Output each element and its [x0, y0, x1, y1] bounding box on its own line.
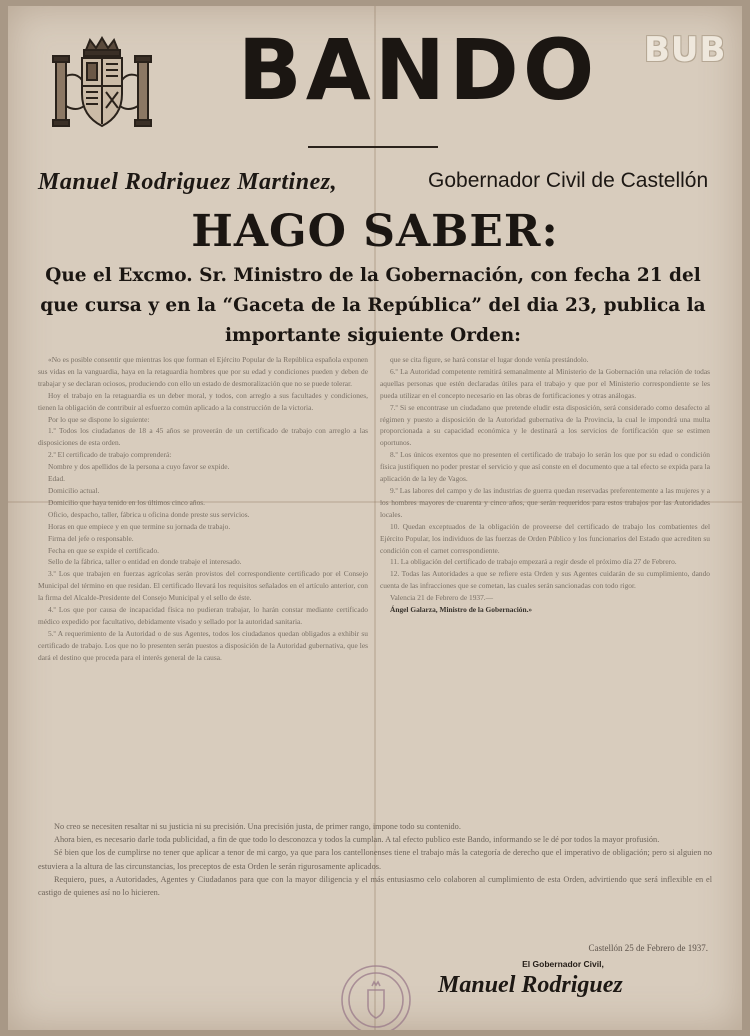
order-paragraph: 11. La obligación del certificado de trabajo empezará a regir desde el próximo día 27 de Febrero. — [390, 557, 677, 567]
issuer-position: Gobernador Civil de Castellón — [428, 169, 709, 192]
signature: Manuel Rodriguez — [438, 972, 623, 998]
signature-title: El Gobernador Civil, — [522, 959, 604, 969]
catalog-mark: BUB — [644, 30, 727, 70]
coat-of-arms-icon — [46, 36, 158, 136]
order-paragraph: Fecha en que se expide el certificado. — [48, 545, 160, 555]
closing-paragraph: No creo se necesiten resaltar ni su justicia ni su precisión. Una precisión justa, de primer rango, impone todo su contenido. — [54, 822, 461, 831]
order-paragraph: 5.º A requerimiento de la Autoridad o de sus Agentes, todos los ciudadanos quedan obligados a exhibir su certificado de trabajo. Los que no lo presenten serán puestos a disposición de la Autoridad gubernativa, que les dará el destino que proceda para el interés general de la causa. — [38, 628, 368, 662]
order-paragraph: Nombre y dos apellidos de la persona a cuyo favor se expide. — [48, 462, 230, 472]
issuer-name: Manuel Rodriguez Martinez, — [38, 169, 338, 195]
order-paragraph: Domicilio actual. — [48, 485, 100, 495]
dateline: Castellón 25 de Febrero de 1937. — [588, 943, 708, 953]
order-paragraph: 3.º Los que trabajen en fuerzas agrícolas serán provistos del correspondiente certificado por el Consejo Municipal del término en que residan. El certificado llevará los requisitos señalados en el artículo anterior, con la firma del Alcalde-Presidente del Consejo Municipal y el sello de éste. — [38, 569, 368, 603]
order-paragraph: 9.º Las labores del campo y de las industrias de guerra quedan reservadas preferentemente a las mujeres y a los hombres mayores de cuarenta y cinco años, que serán requeridos para estos trabajos por las Autoridades locales. — [380, 485, 710, 519]
order-paragraph: Hoy el trabajo en la retaguardia es un deber moral, y todos, con arreglo a sus facultades y condiciones, tienen la obligación de contribuir al esfuerzo común aplicado a la construcción de la victoria. — [38, 390, 368, 412]
closing-section — [38, 820, 712, 899]
order-paragraph: Sello de la fábrica, taller o entidad en donde trabaje el interesado. — [48, 557, 242, 567]
official-seal-icon — [336, 956, 416, 1030]
order-paragraph: que se cita figure, se hará constar el lugar donde venía prestándolo. — [390, 355, 589, 364]
order-paragraph: 12. Todas las Autoridades a que se refiere esta Orden y sus Agentes cuidarán de su cumplimiento, dando cuenta de las infracciones que se cometan, las cuales serán sancionadas con todo rigor. — [380, 569, 710, 591]
order-left-column — [38, 354, 368, 814]
closing-paragraph: Ahora bien, es necesario darle toda publicidad, a fin de que todo lo desconozca y todos la cumplan. A tal efecto publico este Bando, informando se le dé por todos la mayor profusión. — [54, 835, 660, 845]
closing-paragraph: Sé bien que los de cumplirse no tener que aplicar a tenor de mi cargo, ya que para los cantellonenses tiene el trabajo más la categoría de derecho que el imperativo de obligación; pero si alguien no estuviera a la altura de las circunstancias, los preceptos de esta Orden le serán rigurosamente aplicados. — [38, 848, 712, 871]
order-paragraph: Por lo que se dispone lo siguiente: — [48, 414, 150, 424]
order-paragraph: 4.º Los que por causa de incapacidad física no pudieran trabajar, lo harán constar mediante certificado médico expedido por facultativo, debidamente visado y sellado por la autoridad sanitaria. — [38, 605, 368, 626]
order-paragraph: Edad. — [48, 474, 66, 484]
bando-title: BANDO — [237, 21, 599, 119]
order-paragraph: «No es posible consentir que mientras los que forman el Ejército Popular de la República española exponen sus vidas en la vanguardia, haya en la retaguardia hombres que por su edad y condiciones pueden y deben de trabajar y se declaran ociosos, produciendo con ello un estado de desmoralización que no se puede tolerar. — [38, 355, 368, 388]
proclamation-sheet — [8, 6, 742, 1030]
order-paragraph: Firma del jefe o responsable. — [48, 533, 134, 543]
order-paragraph: 8.º Los únicos exentos que no presenten el certificado de trabajo lo serán los que por su edad o condición física justifiquen no poder prestar el servicio y que así conste en el documento que a tal efecto se expida para la aplicación de la ley de Vagos. — [380, 450, 710, 484]
intro-paragraph: Que el Excmo. Sr. Ministro de la Gobernación, con fecha 21 del que cursa y en la “Gaceta de la República” del dia 23, publica la importante siguiente Orden: — [40, 265, 706, 346]
order-paragraph: Oficio, despacho, taller, fábrica u oficina donde preste sus servicios. — [48, 509, 250, 519]
closing-paragraph: Requiero, pues, a Autoridades, Agentes y Ciudadanos para que con la mayor diligencia y el más entusiasmo celo colaboren al cumplimiento de esta Orden, advirtiendo que será inflexible en el castigo de quienes así no lo hicieren. — [38, 874, 712, 898]
order-paragraph: 7.º Si se encontrase un ciudadano que pretende eludir esta disposición, será considerado como desafecto al régimen y puesto a disposición de la Autoridad gubernativa de la Provincia, la cual le impondrá una multa proporcionada a su capacidad económica y le destinará a los servicios de fortificación que se estimen oportunos. — [380, 402, 710, 448]
headline: HAGO SABER: — [191, 206, 559, 257]
order-paragraph: 1.º Todos los ciudadanos de 18 a 45 años se proveerán de un certificado de trabajo con arreglo a las disposiciones de esta orden. — [38, 426, 368, 448]
order-signatory: Ángel Galarza, Ministro de la Gobernación.» — [390, 605, 533, 615]
order-paragraph: 2.º El certificado de trabajo comprenderá: — [48, 450, 172, 460]
order-paragraph: Horas en que empiece y en que termine su jornada de trabajo. — [48, 521, 231, 531]
order-right-column — [380, 354, 710, 800]
order-paragraph: Domicilio que haya tenido en los últimos cinco años. — [48, 497, 206, 507]
title-rule — [308, 146, 438, 148]
order-paragraph: Valencia 21 de Febrero de 1937.— — [390, 593, 494, 603]
order-paragraph: 6.º La Autoridad competente remitirá semanalmente al Ministerio de la Gobernación una relación de todas aquellas personas que estén declaradas útiles para el trabajo y que por el Ministerio correspondiente se les pueda utilizar en el concepto necesario en las obras de fortificaciones y otras análogas. — [380, 366, 710, 400]
order-paragraph: 10. Quedan exceptuados de la obligación de proveerse del certificado de trabajo los combatientes del Ejército Popular, los individuos de las fuerzas de Orden Público y los funcionarios del Estado que acrediten su condición con el carnet correspondiente. — [380, 521, 710, 555]
